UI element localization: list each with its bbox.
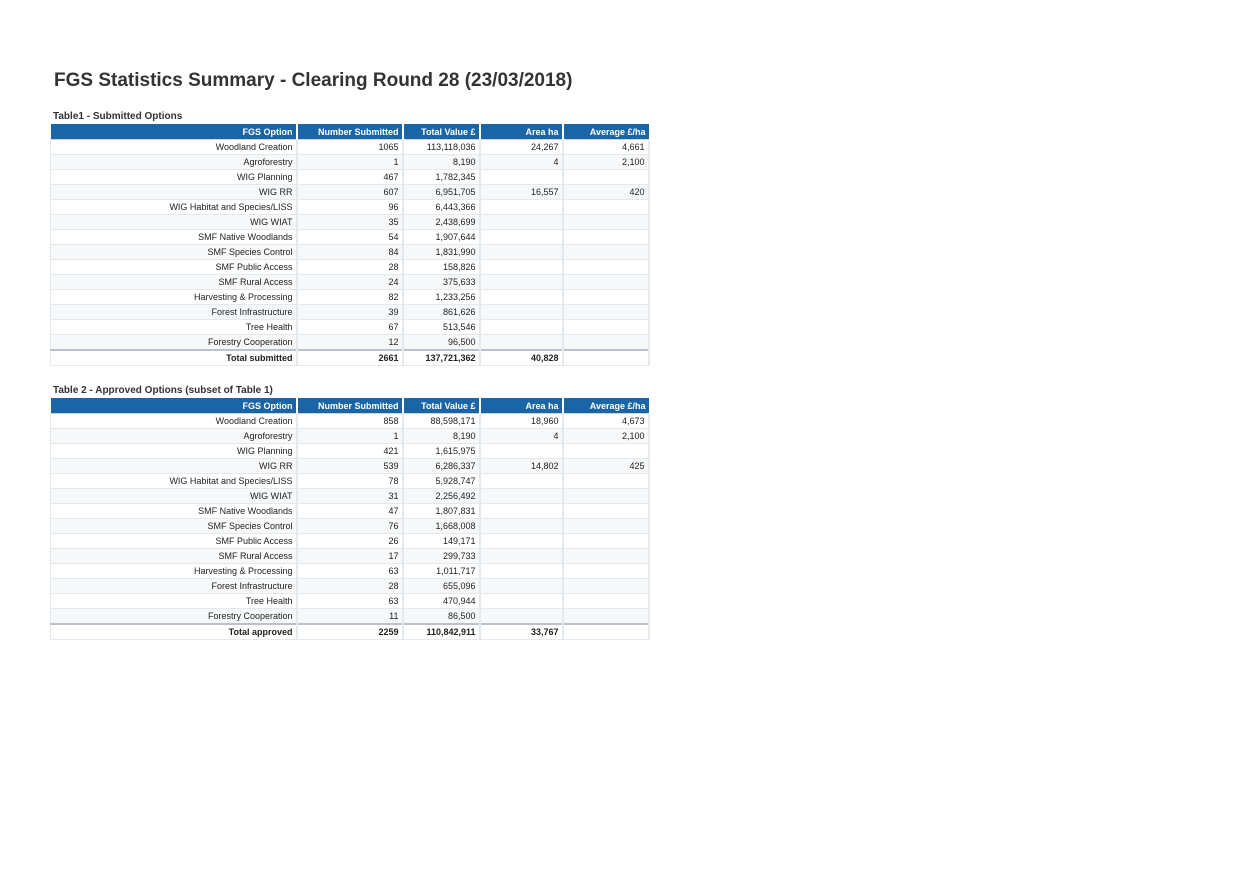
- cell-area-ha: 16,557: [480, 185, 563, 200]
- cell-fgs-option: SMF Public Access: [51, 534, 297, 549]
- column-header-number-submitted: Number Submitted: [297, 124, 403, 140]
- cell-area-ha: [480, 245, 563, 260]
- cell-fgs-option: Harvesting & Processing: [51, 290, 297, 305]
- table-row: [51, 459, 649, 474]
- total-row: [51, 624, 649, 640]
- cell-total-value: 6,951,705: [403, 185, 480, 200]
- table-row: [51, 444, 649, 459]
- cell-average-per-ha: 420: [563, 185, 649, 200]
- cell-number-submitted: 28: [297, 579, 403, 594]
- page-title: FGS Statistics Summary - Clearing Round 28 (23/03/2018): [54, 70, 573, 91]
- cell-number-submitted: 11: [297, 609, 403, 625]
- table-row: [51, 185, 649, 200]
- table-1-caption: Table1 - Submitted Options: [53, 111, 183, 122]
- cell-total-value: 8,190: [403, 429, 480, 444]
- cell-total-value: 513,546: [403, 320, 480, 335]
- cell-average-per-ha: 4,661: [563, 140, 649, 155]
- cell-fgs-option: WIG RR: [51, 185, 297, 200]
- cell-total-value: 8,190: [403, 155, 480, 170]
- cell-average-per-ha: [563, 489, 649, 504]
- cell-fgs-option: WIG Planning: [51, 444, 297, 459]
- cell-fgs-option: Harvesting & Processing: [51, 564, 297, 579]
- cell-area-ha: [480, 275, 563, 290]
- cell-area-ha: [480, 579, 563, 594]
- cell-fgs-option: SMF Rural Access: [51, 549, 297, 564]
- table-row: [51, 260, 649, 275]
- table-row: [51, 429, 649, 444]
- cell-average-per-ha: [563, 594, 649, 609]
- column-header-fgs-option: FGS Option: [51, 398, 297, 414]
- cell-total-value: 1,782,345: [403, 170, 480, 185]
- table-row: [51, 305, 649, 320]
- cell-average-per-ha: [563, 534, 649, 549]
- table-row: [51, 564, 649, 579]
- cell-area-ha: [480, 305, 563, 320]
- table-row: [51, 504, 649, 519]
- cell-total-value: 861,626: [403, 305, 480, 320]
- total-label: Total submitted: [51, 350, 297, 366]
- total-row: [51, 350, 649, 366]
- cell-fgs-option: SMF Species Control: [51, 519, 297, 534]
- cell-total-value: 6,443,366: [403, 200, 480, 215]
- cell-area-ha: [480, 290, 563, 305]
- table-header-row: [51, 398, 649, 414]
- cell-average-per-ha: [563, 260, 649, 275]
- cell-number-submitted: 607: [297, 185, 403, 200]
- cell-average-per-ha: [563, 564, 649, 579]
- table-row: [51, 414, 649, 429]
- cell-fgs-option: WIG Habitat and Species/LISS: [51, 200, 297, 215]
- total-value: 110,842,911: [403, 624, 480, 640]
- cell-average-per-ha: [563, 320, 649, 335]
- column-header-area-ha: Area ha: [480, 124, 563, 140]
- table-row: [51, 275, 649, 290]
- cell-average-per-ha: [563, 305, 649, 320]
- cell-number-submitted: 24: [297, 275, 403, 290]
- cell-number-submitted: 47: [297, 504, 403, 519]
- cell-area-ha: [480, 594, 563, 609]
- cell-number-submitted: 67: [297, 320, 403, 335]
- cell-total-value: 113,118,036: [403, 140, 480, 155]
- cell-number-submitted: 84: [297, 245, 403, 260]
- cell-total-value: 1,615,975: [403, 444, 480, 459]
- cell-fgs-option: SMF Native Woodlands: [51, 504, 297, 519]
- cell-average-per-ha: [563, 609, 649, 625]
- submitted-options-table: [50, 124, 650, 366]
- cell-total-value: 6,286,337: [403, 459, 480, 474]
- table-row: [51, 230, 649, 245]
- cell-fgs-option: Forestry Cooperation: [51, 335, 297, 351]
- total-value: 137,721,362: [403, 350, 480, 366]
- cell-fgs-option: SMF Public Access: [51, 260, 297, 275]
- column-header-total-value: Total Value £: [403, 124, 480, 140]
- table-row: [51, 474, 649, 489]
- cell-area-ha: [480, 549, 563, 564]
- table-row: [51, 489, 649, 504]
- cell-average-per-ha: [563, 230, 649, 245]
- cell-average-per-ha: 4,673: [563, 414, 649, 429]
- cell-fgs-option: Forestry Cooperation: [51, 609, 297, 625]
- cell-total-value: 470,944: [403, 594, 480, 609]
- cell-area-ha: [480, 260, 563, 275]
- cell-fgs-option: Woodland Creation: [51, 414, 297, 429]
- table-row: [51, 245, 649, 260]
- cell-total-value: 1,807,831: [403, 504, 480, 519]
- cell-total-value: 2,438,699: [403, 215, 480, 230]
- cell-total-value: 1,233,256: [403, 290, 480, 305]
- table-header-row: [51, 124, 649, 140]
- table-row: [51, 170, 649, 185]
- cell-average-per-ha: [563, 504, 649, 519]
- cell-number-submitted: 63: [297, 564, 403, 579]
- cell-average-per-ha: [563, 215, 649, 230]
- cell-number-submitted: 12: [297, 335, 403, 351]
- cell-total-value: 2,256,492: [403, 489, 480, 504]
- table-row: [51, 534, 649, 549]
- cell-total-value: 655,096: [403, 579, 480, 594]
- cell-number-submitted: 63: [297, 594, 403, 609]
- cell-number-submitted: 35: [297, 215, 403, 230]
- total-area: 33,767: [480, 624, 563, 640]
- cell-number-submitted: 421: [297, 444, 403, 459]
- table-row: [51, 594, 649, 609]
- cell-average-per-ha: [563, 290, 649, 305]
- cell-number-submitted: 1: [297, 155, 403, 170]
- cell-number-submitted: 54: [297, 230, 403, 245]
- cell-total-value: 86,500: [403, 609, 480, 625]
- total-average: [563, 624, 649, 640]
- total-number: 2661: [297, 350, 403, 366]
- table-2-caption: Table 2 - Approved Options (subset of Table 1): [53, 385, 273, 396]
- cell-area-ha: [480, 444, 563, 459]
- cell-area-ha: [480, 200, 563, 215]
- cell-fgs-option: Woodland Creation: [51, 140, 297, 155]
- cell-total-value: 88,598,171: [403, 414, 480, 429]
- cell-average-per-ha: [563, 444, 649, 459]
- cell-average-per-ha: 425: [563, 459, 649, 474]
- table-row: [51, 549, 649, 564]
- cell-number-submitted: 1065: [297, 140, 403, 155]
- cell-number-submitted: 17: [297, 549, 403, 564]
- cell-area-ha: 4: [480, 155, 563, 170]
- column-header-fgs-option: FGS Option: [51, 124, 297, 140]
- cell-fgs-option: WIG WIAT: [51, 215, 297, 230]
- cell-fgs-option: SMF Native Woodlands: [51, 230, 297, 245]
- table-row: [51, 335, 649, 351]
- cell-number-submitted: 39: [297, 305, 403, 320]
- total-number: 2259: [297, 624, 403, 640]
- approved-options-table: [50, 398, 650, 640]
- cell-fgs-option: Tree Health: [51, 594, 297, 609]
- cell-area-ha: [480, 474, 563, 489]
- cell-average-per-ha: 2,100: [563, 429, 649, 444]
- cell-average-per-ha: [563, 170, 649, 185]
- cell-fgs-option: WIG WIAT: [51, 489, 297, 504]
- cell-fgs-option: Agroforestry: [51, 429, 297, 444]
- cell-area-ha: [480, 609, 563, 625]
- cell-total-value: 158,826: [403, 260, 480, 275]
- cell-average-per-ha: [563, 519, 649, 534]
- table-row: [51, 609, 649, 625]
- cell-average-per-ha: 2,100: [563, 155, 649, 170]
- cell-number-submitted: 96: [297, 200, 403, 215]
- cell-area-ha: [480, 534, 563, 549]
- cell-total-value: 149,171: [403, 534, 480, 549]
- cell-average-per-ha: [563, 549, 649, 564]
- cell-area-ha: [480, 519, 563, 534]
- cell-average-per-ha: [563, 200, 649, 215]
- cell-average-per-ha: [563, 335, 649, 351]
- cell-average-per-ha: [563, 579, 649, 594]
- cell-number-submitted: 539: [297, 459, 403, 474]
- table-row: [51, 579, 649, 594]
- cell-number-submitted: 76: [297, 519, 403, 534]
- table-row: [51, 519, 649, 534]
- cell-fgs-option: Agroforestry: [51, 155, 297, 170]
- cell-number-submitted: 78: [297, 474, 403, 489]
- table-row: [51, 290, 649, 305]
- column-header-average-per-ha: Average £/ha: [563, 398, 649, 414]
- cell-fgs-option: Forest Infrastructure: [51, 305, 297, 320]
- column-header-average-per-ha: Average £/ha: [563, 124, 649, 140]
- cell-total-value: 1,907,644: [403, 230, 480, 245]
- total-average: [563, 350, 649, 366]
- cell-number-submitted: 31: [297, 489, 403, 504]
- cell-area-ha: [480, 504, 563, 519]
- table-row: [51, 215, 649, 230]
- cell-area-ha: [480, 230, 563, 245]
- total-area: 40,828: [480, 350, 563, 366]
- cell-number-submitted: 26: [297, 534, 403, 549]
- cell-average-per-ha: [563, 245, 649, 260]
- cell-area-ha: 4: [480, 429, 563, 444]
- cell-fgs-option: WIG Habitat and Species/LISS: [51, 474, 297, 489]
- cell-area-ha: [480, 215, 563, 230]
- cell-total-value: 1,668,008: [403, 519, 480, 534]
- cell-total-value: 1,831,990: [403, 245, 480, 260]
- cell-total-value: 1,011,717: [403, 564, 480, 579]
- cell-area-ha: [480, 320, 563, 335]
- cell-total-value: 375,633: [403, 275, 480, 290]
- cell-number-submitted: 1: [297, 429, 403, 444]
- table-row: [51, 140, 649, 155]
- cell-fgs-option: WIG RR: [51, 459, 297, 474]
- cell-number-submitted: 467: [297, 170, 403, 185]
- cell-area-ha: [480, 170, 563, 185]
- table-row: [51, 320, 649, 335]
- cell-fgs-option: SMF Rural Access: [51, 275, 297, 290]
- column-header-area-ha: Area ha: [480, 398, 563, 414]
- cell-number-submitted: 28: [297, 260, 403, 275]
- cell-area-ha: [480, 489, 563, 504]
- cell-number-submitted: 858: [297, 414, 403, 429]
- cell-total-value: 96,500: [403, 335, 480, 351]
- total-label: Total approved: [51, 624, 297, 640]
- cell-number-submitted: 82: [297, 290, 403, 305]
- cell-fgs-option: SMF Species Control: [51, 245, 297, 260]
- cell-average-per-ha: [563, 474, 649, 489]
- cell-area-ha: [480, 335, 563, 351]
- cell-area-ha: 14,802: [480, 459, 563, 474]
- cell-total-value: 299,733: [403, 549, 480, 564]
- cell-area-ha: 18,960: [480, 414, 563, 429]
- table-row: [51, 200, 649, 215]
- cell-fgs-option: WIG Planning: [51, 170, 297, 185]
- cell-area-ha: 24,267: [480, 140, 563, 155]
- cell-fgs-option: Forest Infrastructure: [51, 579, 297, 594]
- table-row: [51, 155, 649, 170]
- cell-total-value: 5,928,747: [403, 474, 480, 489]
- column-header-number-submitted: Number Submitted: [297, 398, 403, 414]
- cell-fgs-option: Tree Health: [51, 320, 297, 335]
- cell-area-ha: [480, 564, 563, 579]
- column-header-total-value: Total Value £: [403, 398, 480, 414]
- cell-average-per-ha: [563, 275, 649, 290]
